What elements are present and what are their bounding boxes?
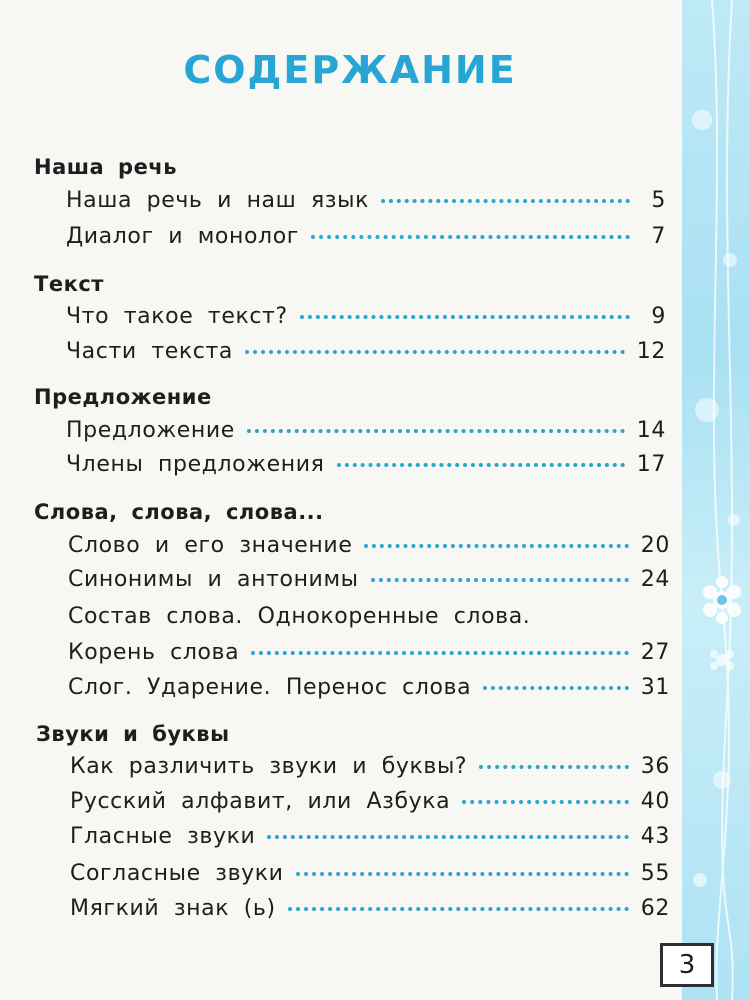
dot-leader xyxy=(296,872,629,876)
toc-entry[interactable] xyxy=(68,675,670,700)
entry-page: 9 xyxy=(651,304,666,329)
entry-page: 7 xyxy=(651,224,666,249)
dot-leader xyxy=(311,235,630,239)
toc-entry[interactable] xyxy=(66,339,666,364)
section-title: Слова, слова, слова... xyxy=(34,500,324,524)
dot-leader xyxy=(247,429,625,433)
entry-label: Диалог и монолог xyxy=(66,224,299,249)
entry-page: 20 xyxy=(640,533,670,558)
entry-label: Как различить звуки и буквы? xyxy=(70,754,468,779)
toc-entry[interactable] xyxy=(66,304,666,329)
section-title: Звуки и буквы xyxy=(36,722,230,746)
entry-label: Состав слова. Однокоренные слова. xyxy=(68,604,531,629)
page-number: 3 xyxy=(660,943,714,987)
entry-page: 43 xyxy=(640,824,670,849)
entry-label: Согласные звуки xyxy=(70,861,284,886)
entry-page: 12 xyxy=(636,339,666,364)
dot-leader xyxy=(267,835,628,839)
entry-label: Предложение xyxy=(66,418,235,443)
dot-leader xyxy=(483,686,629,690)
entry-page: 55 xyxy=(640,861,670,886)
entry-page: 36 xyxy=(640,754,670,779)
toc-entry[interactable] xyxy=(68,640,670,665)
toc-entry[interactable] xyxy=(70,824,670,849)
entry-label: Корень слова xyxy=(68,640,240,665)
dot-leader xyxy=(462,800,629,804)
entry-page: 40 xyxy=(640,789,670,814)
toc-entry[interactable] xyxy=(68,567,670,592)
dot-leader xyxy=(381,199,630,203)
section-title: Наша речь xyxy=(34,155,178,179)
dot-leader xyxy=(251,651,629,655)
entry-page: 14 xyxy=(636,418,666,443)
toc-entry[interactable] xyxy=(66,418,666,443)
entry-label: Что такое текст? xyxy=(66,304,288,329)
toc-entry[interactable] xyxy=(70,754,670,779)
section-title: Текст xyxy=(34,272,104,296)
entry-label: Наша речь и наш язык xyxy=(66,188,369,213)
page-title: СОДЕРЖАНИЕ xyxy=(183,48,517,92)
toc-entry[interactable] xyxy=(68,533,670,558)
toc-entry[interactable] xyxy=(66,188,666,213)
dot-leader xyxy=(479,765,629,769)
entry-label: Мягкий знак (ь) xyxy=(70,896,276,921)
toc-entry[interactable] xyxy=(70,896,670,921)
entry-page: 31 xyxy=(640,675,670,700)
entry-label: Синонимы и антонимы xyxy=(68,567,359,592)
entry-page: 62 xyxy=(640,896,670,921)
toc-entry[interactable] xyxy=(66,452,666,477)
toc-entry[interactable] xyxy=(66,224,666,249)
dot-leader xyxy=(288,907,629,911)
dot-leader xyxy=(364,544,628,548)
entry-label: Русский алфавит, или Азбука xyxy=(70,789,451,814)
entry-label: Гласные звуки xyxy=(70,824,256,849)
toc-entry[interactable] xyxy=(70,789,670,814)
dot-leader xyxy=(300,315,630,319)
entry-label: Слово и его значение xyxy=(68,533,353,558)
entry-page: 27 xyxy=(640,640,670,665)
entry-label: Слог. Ударение. Перенос слова xyxy=(68,675,472,700)
entry-label: Части текста xyxy=(66,339,233,364)
section-title: Предложение xyxy=(34,385,212,409)
dot-leader xyxy=(245,350,625,354)
entry-page: 24 xyxy=(640,567,670,592)
entry-page: 5 xyxy=(651,188,666,213)
toc-entry[interactable] xyxy=(68,604,670,629)
entry-page: 17 xyxy=(636,452,666,477)
entry-label: Члены предложения xyxy=(66,452,325,477)
dot-leader xyxy=(371,578,629,582)
toc-entry[interactable] xyxy=(70,861,670,886)
dot-leader xyxy=(337,463,625,467)
